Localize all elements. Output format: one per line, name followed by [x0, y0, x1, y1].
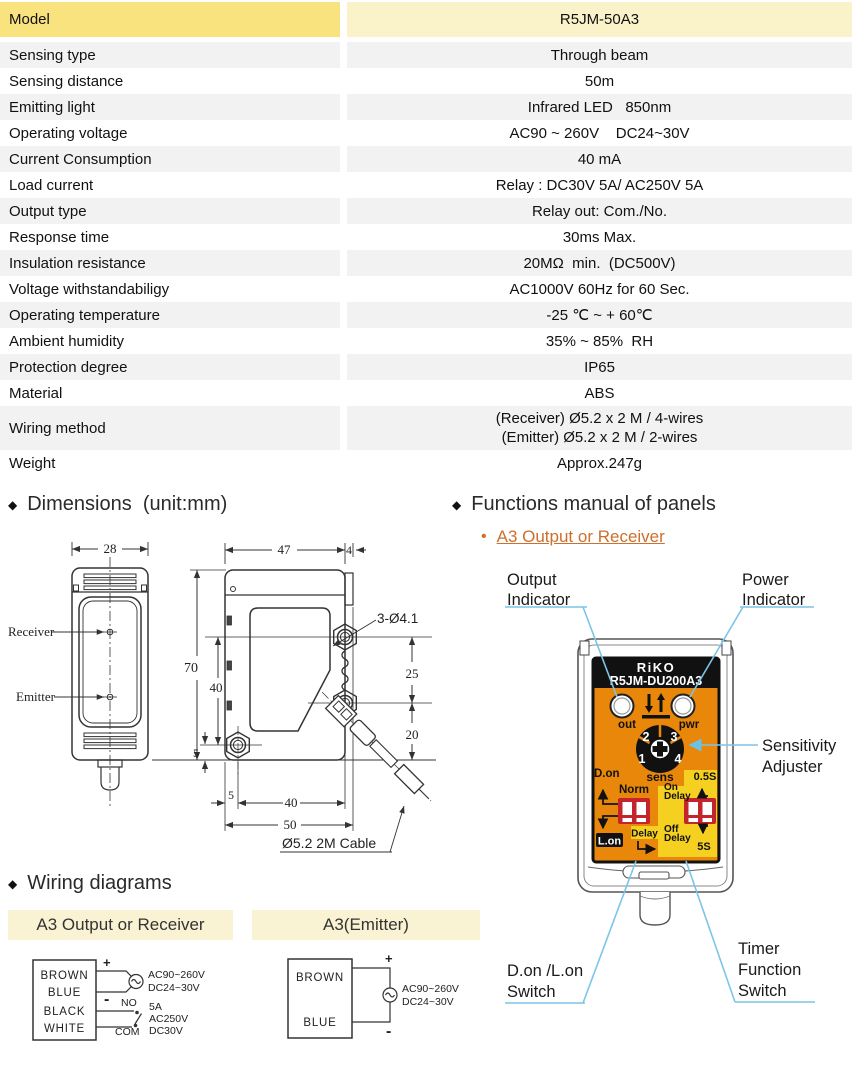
control-panel	[593, 658, 719, 862]
mount-tab-left	[580, 641, 589, 655]
timer-switch-label-1: Timer	[738, 940, 780, 958]
dim-47: 47	[277, 542, 291, 557]
spec-value: IP65	[347, 354, 852, 380]
output-indicator-label-2: Indicator	[507, 591, 571, 609]
functions-heading	[452, 493, 716, 516]
dim-50: 50	[283, 817, 297, 832]
rating-ac250: AC250V	[149, 1013, 189, 1025]
no-label: NO	[121, 997, 137, 1009]
spec-row	[0, 250, 852, 276]
bullet-icon: •	[481, 528, 487, 545]
emitter-label: Emitter	[16, 689, 55, 704]
dial-1: 1	[638, 752, 646, 766]
don-label: D.on	[594, 768, 620, 780]
output-led	[611, 695, 634, 718]
minus-sign: -	[386, 1023, 392, 1040]
spec-value: ABS	[347, 380, 852, 406]
spec-row	[0, 146, 852, 172]
spec-value: R5JM-50A3	[347, 2, 852, 37]
power-led	[672, 695, 695, 718]
dial-2: 2	[642, 730, 650, 744]
functions-sub-text: A3 Output or Receiver	[496, 527, 665, 546]
spec-value: Approx.247g	[347, 450, 852, 476]
spec-label: Current Consumption	[0, 146, 340, 172]
power-indicator-label-2: Indicator	[742, 591, 806, 609]
supply-ac: AC90~260V	[402, 983, 459, 995]
diamond-icon: ◆	[452, 497, 462, 512]
spec-label: Voltage withstandabiligy	[0, 276, 340, 302]
spec-label: Operating temperature	[0, 302, 340, 328]
panel-model: R5JM-DU200A3	[609, 674, 703, 688]
wire-white: WHITE	[43, 1023, 86, 1035]
sensitivity-dial[interactable]	[636, 725, 684, 773]
mount-tab-right	[722, 641, 731, 655]
spec-label: Response time	[0, 224, 340, 250]
spec-value: AC1000V 60Hz for 60 Sec.	[347, 276, 852, 302]
don-lon-switch-label-2: Switch	[507, 983, 556, 1001]
spec-row	[0, 42, 852, 68]
dim-5v: 5	[193, 746, 199, 760]
rating-dc30: DC30V	[149, 1025, 183, 1037]
spec-value: 50m	[347, 68, 852, 94]
spec-row	[0, 120, 852, 146]
dim-40b: 40	[284, 795, 298, 810]
norm-label: Norm	[618, 784, 650, 796]
spec-label: Ambient humidity	[0, 328, 340, 354]
spec-value: Infrared LED 850nm	[347, 94, 852, 120]
dial-4: 4	[674, 752, 682, 766]
dial-3: 3	[670, 730, 678, 744]
spec-row	[0, 198, 852, 224]
don-lon-dip-switch[interactable]	[618, 798, 650, 824]
on-delay-label-2: Delay	[664, 791, 691, 802]
spec-label: Model	[0, 2, 340, 37]
cable-label: Ø5.2 2M Cable	[282, 835, 377, 851]
spec-label: Emitting light	[0, 94, 340, 120]
spec-row	[0, 94, 852, 120]
spec-row	[0, 380, 852, 406]
sens-label: sens	[646, 770, 674, 784]
minus-sign: -	[104, 991, 110, 1008]
dimensions-drawing	[0, 540, 440, 870]
spec-row	[0, 2, 852, 37]
plus-sign: +	[103, 955, 111, 970]
diamond-icon: ◆	[8, 497, 18, 512]
dim-28: 28	[103, 541, 117, 556]
don-lon-switch-label-1: D.on /L.on	[507, 962, 584, 980]
receiver-label: Receiver	[8, 624, 55, 639]
wire-brown: BROWN	[295, 972, 345, 984]
dimensions-heading	[8, 493, 227, 516]
plus-sign: +	[385, 951, 393, 966]
spec-value: 40 mA	[347, 146, 852, 172]
out-label: out	[618, 719, 636, 731]
sensitivity-label-1: Sensitivity	[762, 737, 837, 755]
wire-blue: BLUE	[303, 1017, 337, 1029]
dim-25: 25	[405, 666, 419, 681]
dim-20: 20	[405, 727, 419, 742]
delay-label: Delay	[631, 828, 658, 840]
rating-5a: 5A	[149, 1001, 162, 1013]
wire-black: BLACK	[43, 1006, 86, 1018]
front-view	[52, 542, 148, 808]
spec-row	[0, 224, 852, 250]
spec-label: Operating voltage	[0, 120, 340, 146]
lon-label: L.on	[597, 835, 622, 848]
spec-label: Weight	[0, 450, 340, 476]
receiver-wiring	[33, 955, 205, 1040]
output-indicator-label-1: Output	[507, 571, 557, 589]
spec-label: Output type	[0, 198, 340, 224]
functions-heading-text: Functions manual of panels	[471, 493, 716, 515]
spec-label: Insulation resistance	[0, 250, 340, 276]
spec-label: Load current	[0, 172, 340, 198]
spec-value: Relay : DC30V 5A/ AC250V 5A	[347, 172, 852, 198]
spec-row	[0, 302, 852, 328]
off-delay-label-1: Off	[664, 824, 679, 835]
spec-row	[0, 68, 852, 94]
timer-switch-label-3: Switch	[738, 982, 787, 1000]
cable-stub	[640, 892, 670, 925]
wiring-heading-text: Wiring diagrams	[27, 872, 172, 894]
dim-40v: 40	[209, 680, 223, 695]
timer-switch-label-2: Function	[738, 961, 802, 979]
cable-assembly	[316, 686, 438, 808]
spec-row	[0, 406, 852, 450]
spec-label: Sensing type	[0, 42, 340, 68]
wiring-heading	[8, 872, 172, 895]
spec-value: -25 ℃ ~ + 60℃	[347, 302, 852, 328]
wire-blue: BLUE	[47, 987, 82, 999]
five-second-label: 5S	[697, 841, 711, 853]
on-delay-label-1: On	[664, 782, 678, 793]
dimensions-heading-text: Dimensions (unit:mm)	[27, 493, 228, 515]
functions-sub-link[interactable]	[481, 527, 665, 547]
spec-value: 35% ~ 85% RH	[347, 328, 852, 354]
power-indicator-label-1: Power	[742, 571, 789, 589]
diamond-icon: ◆	[8, 876, 18, 891]
spec-label: Sensing distance	[0, 68, 340, 94]
holes-label: 3-Ø4.1	[377, 611, 419, 626]
spec-value: Relay out: Com./No.	[347, 198, 852, 224]
wiring-diagrams	[0, 950, 480, 1062]
wiring-receiver-header: A3 Output or Receiver	[8, 910, 233, 940]
spec-table	[0, 2, 852, 476]
supply-dc: DC24~30V	[402, 996, 454, 1008]
spec-row	[0, 354, 852, 380]
spec-label: Protection degree	[0, 354, 340, 380]
sensitivity-label-2: Adjuster	[762, 758, 823, 776]
spec-value: 20MΩ min. (DC500V)	[347, 250, 852, 276]
com-label: COM	[115, 1026, 140, 1038]
spec-label: Material	[0, 380, 340, 406]
brand-logo: RiKO	[636, 660, 676, 675]
spec-row	[0, 172, 852, 198]
emitter-wiring	[288, 951, 459, 1040]
spec-value: Through beam	[347, 42, 852, 68]
wire-brown: BROWN	[40, 970, 89, 982]
dim-5b: 5	[228, 788, 234, 802]
supply-ac: AC90~260V	[148, 969, 205, 981]
spec-row	[0, 450, 852, 476]
spec-value: (Receiver) Ø5.2 x 2 M / 4-wires (Emitter) Ø5.2 x 2 M / 2-wires	[347, 406, 852, 450]
off-delay-label-2: Delay	[664, 833, 691, 844]
pwr-label: pwr	[678, 719, 700, 731]
supply-dc: DC24~30V	[148, 982, 200, 994]
half-second-label: 0.5S	[693, 771, 717, 783]
spec-row	[0, 276, 852, 302]
panel-drawing	[440, 555, 852, 1010]
spec-row	[0, 328, 852, 354]
spec-value: 30ms Max.	[347, 224, 852, 250]
spec-value: AC90 ~ 260V DC24~30V	[347, 120, 852, 146]
dim-4: 4	[346, 543, 352, 557]
spec-label: Wiring method	[0, 406, 340, 450]
wiring-emitter-header: A3(Emitter)	[252, 910, 480, 940]
dim-70: 70	[184, 661, 198, 676]
dimension-labels	[8, 541, 419, 851]
